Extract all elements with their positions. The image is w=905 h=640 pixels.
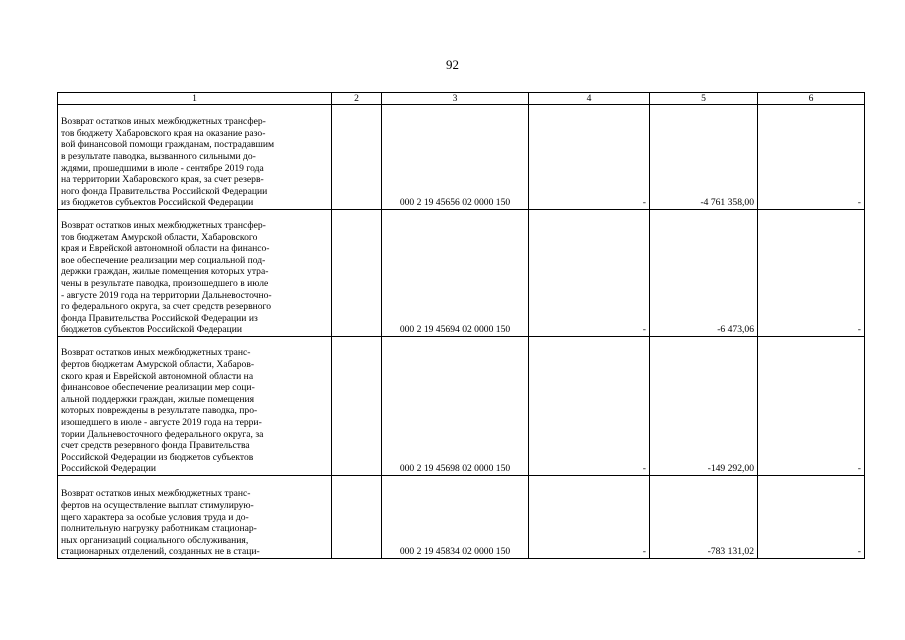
column-header-4: 4: [529, 93, 650, 105]
row-budget-code: 000 2 19 45834 02 0000 150: [382, 476, 529, 559]
row-description: Возврат остатков иных межбюджетных трансфер- тов бюджету Хабаровского края на оказание разо- вой финансовой помощи гражданам, пострадавшим в результате паводка, вызванного сильными до- ждями, прошедшими в июле - сентябре 2019 года на территории Хабаровского края, за счет резерв- ного фонда Правительства Российской Федерации из бюджетов субъектов Российской Федерации: [58, 105, 332, 210]
row-col6: -: [758, 210, 865, 337]
row-col2: [332, 210, 382, 337]
column-header-1: 1: [58, 93, 332, 105]
row-description: Возврат остатков иных межбюджетных транс- фертов бюджетам Амурской области, Хабаров- ского края и Еврейской автономной области на финансовое обеспечение реализации мер соци- альной поддержки граждан, жилые помещения которых повреждены в результате паводка, про- изошедшего в июле - августе 2019 года на терри- тории Дальневосточного федерального округа, за счет средств резервного фонда Правительства Российской Федерации из бюджетов субъектов Российской Федерации: [58, 337, 332, 476]
row-amount: -783 131,02: [650, 476, 758, 559]
row-description: Возврат остатков иных межбюджетных транс- фертов на осуществление выплат стимулирую- щего характера за особые условия труда и до- полнительную нагрузку работникам стационар- ных организаций социального обслуживания, стационарных отделений, созданных не в стаци-: [58, 476, 332, 559]
row-col6: -: [758, 105, 865, 210]
budget-table: [57, 92, 865, 559]
header-row: [58, 93, 865, 105]
row-col4: -: [529, 337, 650, 476]
row-budget-code: 000 2 19 45656 02 0000 150: [382, 105, 529, 210]
page-number: 92: [446, 57, 459, 72]
row-col2: [332, 337, 382, 476]
row-description: Возврат остатков иных межбюджетных трансфер- тов бюджетам Амурской области, Хабаровского края и Еврейской автономной области на финансо- вое обеспечение реализации мер социальной под- держки граждан, жилые помещения которых утра- чены в результате паводка, произошедшего в июле - августе 2019 года на территории Дальневосточно- го федерального округа, за счет средств резервного фонда Правительства Российской Федерации из бюджетов субъектов Российской Федерации: [58, 210, 332, 337]
row-col6: -: [758, 476, 865, 559]
row-col4: -: [529, 210, 650, 337]
column-header-2: 2: [332, 93, 382, 105]
column-header-6: 6: [758, 93, 865, 105]
row-amount: -4 761 358,00: [650, 105, 758, 210]
table-row: [58, 210, 865, 337]
table-row: [58, 105, 865, 210]
row-amount: -149 292,00: [650, 337, 758, 476]
column-header-3: 3: [382, 93, 529, 105]
row-amount: -6 473,06: [650, 210, 758, 337]
column-header-5: 5: [650, 93, 758, 105]
row-col2: [332, 476, 382, 559]
row-col4: -: [529, 105, 650, 210]
row-budget-code: 000 2 19 45694 02 0000 150: [382, 210, 529, 337]
row-budget-code: 000 2 19 45698 02 0000 150: [382, 337, 529, 476]
row-col4: -: [529, 476, 650, 559]
table-row: [58, 476, 865, 559]
table-row: [58, 337, 865, 476]
row-col2: [332, 105, 382, 210]
row-col6: -: [758, 337, 865, 476]
